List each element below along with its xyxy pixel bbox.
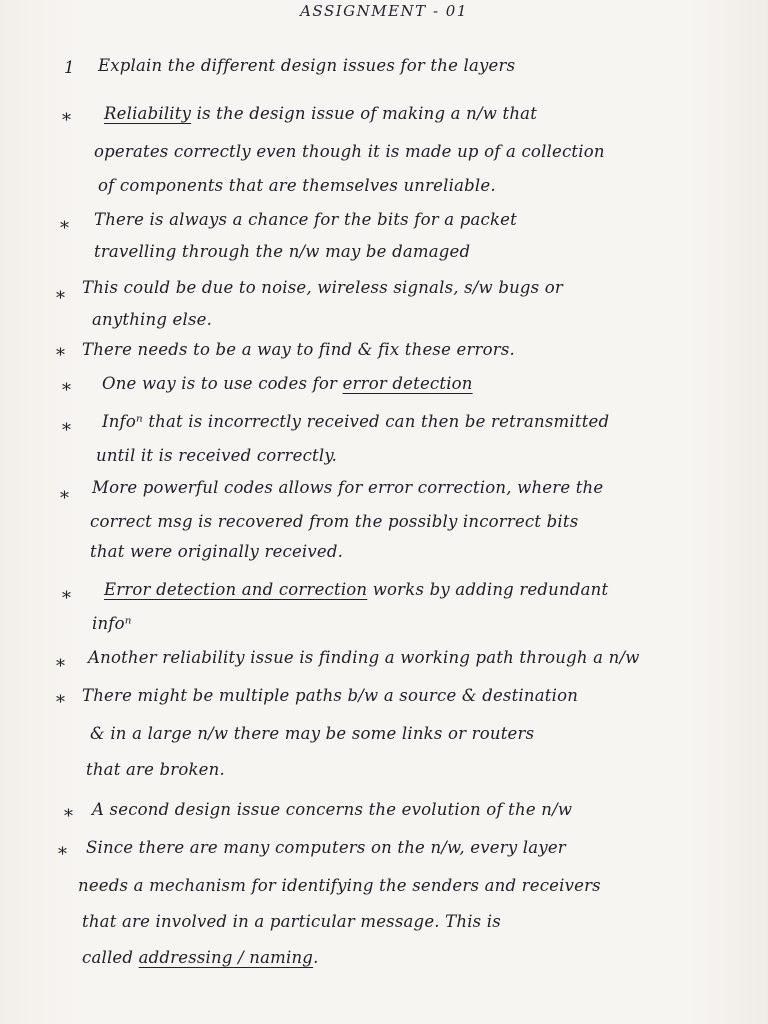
note-line: until it is received correctly.: [96, 446, 338, 465]
note-line: There might be multiple paths b/w a source & destination: [82, 686, 579, 705]
bullet-mark: *: [58, 844, 67, 865]
bullet-mark: *: [56, 345, 65, 366]
note-line: Reliability is the design issue of making a n/w that: [104, 104, 538, 123]
bullet-mark: *: [60, 488, 69, 509]
reliability-term: Reliability: [104, 104, 192, 123]
note-line: Since there are many computers on the n/w, every layer: [86, 838, 566, 857]
bullet-mark: *: [60, 218, 69, 239]
bullet-mark: *: [62, 588, 71, 609]
note-line: travelling through the n/w may be damaged: [94, 242, 471, 261]
note-line: that are involved in a particular message. This is: [82, 912, 501, 931]
note-line: There is always a chance for the bits for a packet: [94, 210, 517, 229]
bullet-mark: *: [56, 656, 65, 677]
note-line: infoⁿ: [92, 614, 132, 633]
bullet-mark: *: [56, 692, 65, 713]
note-line: More powerful codes allows for error correction, where the: [92, 478, 604, 497]
error-detection-term: error detection: [342, 374, 473, 393]
note-line: & in a large n/w there may be some links or routers: [90, 724, 535, 743]
note-line: called addressing / naming.: [82, 948, 319, 967]
addressing-naming-term: addressing / naming: [138, 948, 314, 967]
note-line: One way is to use codes for error detection: [102, 374, 473, 393]
note-line: A second design issue concerns the evolution of the n/w: [92, 800, 573, 819]
bullet-mark: *: [64, 806, 73, 827]
question-text: Explain the different design issues for the layers: [98, 56, 516, 75]
note-line: Error detection and correction works by adding redundant: [104, 580, 609, 599]
bullet-mark: *: [62, 420, 71, 441]
note-line: Another reliability issue is finding a working path through a n/w: [88, 648, 640, 667]
bullet-mark: *: [62, 380, 71, 401]
note-line: that are broken.: [86, 760, 225, 779]
question-number: 1: [64, 58, 75, 77]
note-line: correct msg is recovered from the possibly incorrect bits: [90, 512, 579, 531]
note-line: needs a mechanism for identifying the senders and receivers: [78, 876, 601, 895]
note-line: There needs to be a way to find & fix these errors.: [82, 340, 515, 359]
note-line: operates correctly even though it is made up of a collection: [94, 142, 605, 161]
error-correction-term: Error detection and correction: [104, 580, 368, 599]
bullet-mark: *: [62, 110, 71, 131]
note-line: of components that are themselves unreliable.: [98, 176, 496, 195]
note-line: This could be due to noise, wireless signals, s/w bugs or: [82, 278, 564, 297]
bullet-mark: *: [56, 288, 65, 309]
page-title: ASSIGNMENT - 01: [300, 2, 468, 20]
note-line: Infoⁿ that is incorrectly received can then be retransmitted: [102, 412, 610, 431]
note-line: that were originally received.: [90, 542, 344, 561]
note-line: anything else.: [92, 310, 213, 329]
